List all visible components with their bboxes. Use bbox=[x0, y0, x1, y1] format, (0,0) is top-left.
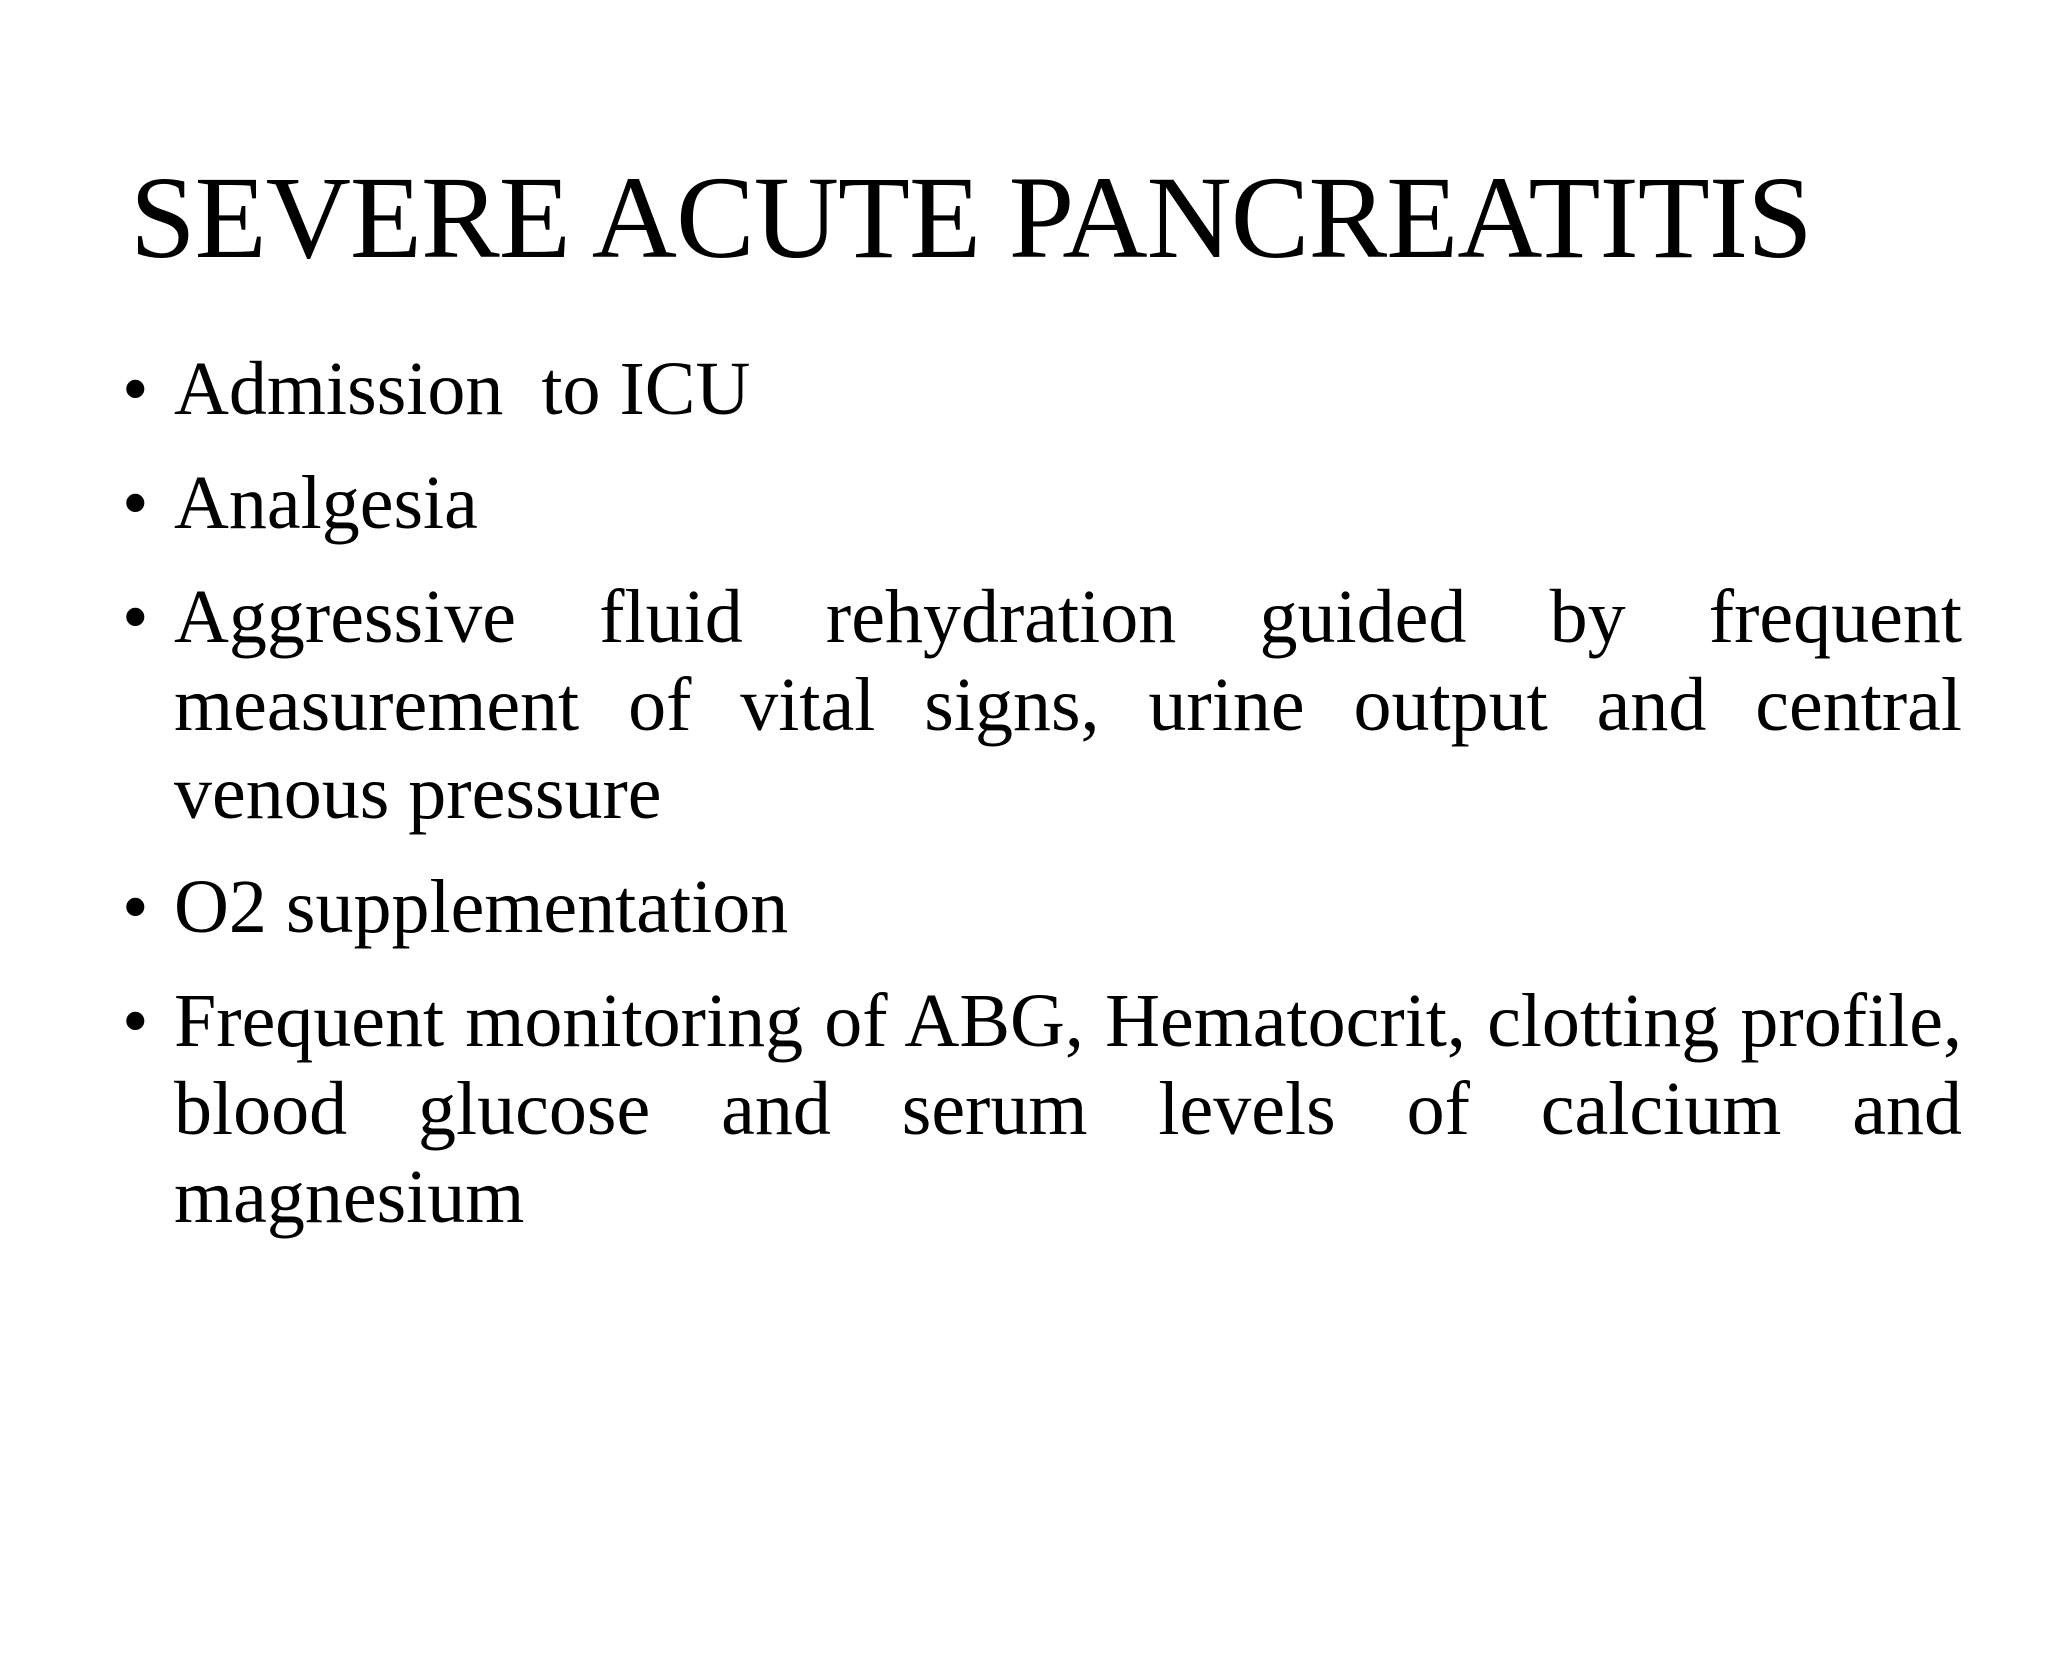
list-item bbox=[122, 863, 1962, 951]
list-item bbox=[122, 345, 1962, 433]
bullet-icon: • bbox=[122, 575, 149, 659]
bullet-icon: • bbox=[122, 865, 149, 949]
list-item bbox=[122, 459, 1962, 547]
bullet-icon: • bbox=[122, 461, 149, 545]
bullet-text: Frequent monitoring of ABG, Hematocrit, clotting profile, blood glucose and serum levels of calcium and magnesium bbox=[174, 979, 1962, 1239]
bullet-text: Admission to ICU bbox=[174, 347, 751, 431]
bullet-icon: • bbox=[122, 347, 149, 431]
bullet-text: Aggressive fluid rehydration guided by frequent measurement of vital signs, urine output and central venous pressure bbox=[174, 575, 1962, 835]
bullet-text: Analgesia bbox=[174, 461, 478, 545]
list-item bbox=[122, 977, 1962, 1241]
bullet-icon: • bbox=[122, 979, 149, 1063]
slide-title: SEVERE ACUTE PANCREATITIS bbox=[130, 152, 1812, 283]
list-item bbox=[122, 573, 1962, 837]
bullet-list bbox=[122, 345, 1962, 1267]
bullet-text: O2 supplementation bbox=[174, 865, 789, 949]
